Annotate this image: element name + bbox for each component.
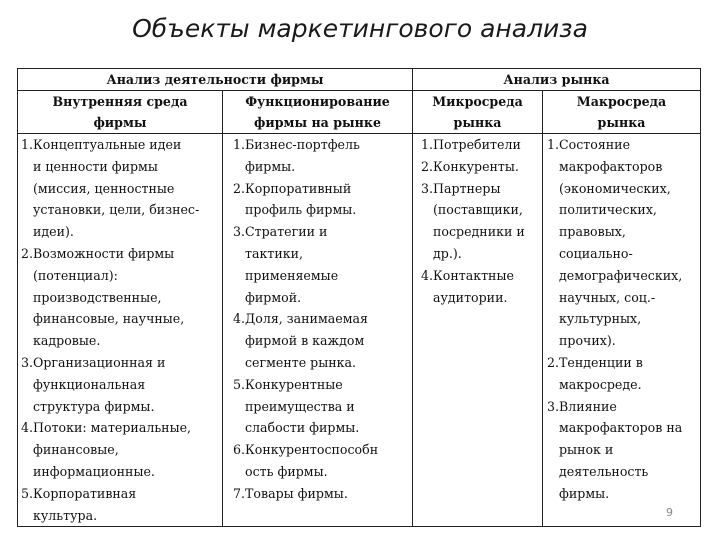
list-item: 2.Конкуренты.	[421, 158, 519, 174]
list-item: 1.Потребители	[421, 137, 521, 152]
list-item: информационные.	[33, 463, 155, 479]
list-item: преимущества и	[245, 398, 355, 414]
list-item: 2.Корпоративный	[233, 180, 352, 196]
list-item: правовых,	[559, 224, 626, 240]
list-item: 3.Влияние	[547, 398, 617, 414]
list-item: демографических,	[559, 267, 683, 283]
cell-internal-environment	[18, 134, 223, 527]
list-item: фирмой в каждом	[245, 333, 365, 349]
column-header-micro	[413, 91, 543, 134]
list-item: прочих).	[559, 333, 616, 349]
list-item: культура.	[33, 507, 98, 523]
column-header-macro-line2: рынка	[597, 115, 646, 130]
list-item: 5.Корпоративная	[21, 485, 137, 501]
list-item: макросреде.	[559, 376, 642, 392]
list-item: (поставщики,	[433, 202, 523, 218]
list-item: кадровые.	[33, 333, 101, 349]
list-item: применяемые	[245, 267, 339, 283]
list-item: рынок и	[559, 442, 614, 458]
column-header-internal-line1: Внутренняя среда	[52, 94, 188, 109]
cell-market-functioning	[223, 134, 413, 527]
list-item: 4.Контактные	[421, 267, 514, 283]
column-header-functioning-line2: фирмы на рынке	[254, 115, 381, 130]
group-header-market	[413, 69, 701, 91]
list-item: 1.Бизнес-портфель	[233, 137, 360, 152]
list-item: фирмы.	[245, 158, 296, 174]
list-item: 3.Организационная и	[21, 354, 166, 370]
list-item: посредники и	[433, 224, 525, 240]
group-header-market-label: Анализ рынка	[503, 72, 610, 87]
list-item: аудитории.	[433, 289, 508, 305]
list-item: тактики,	[245, 245, 303, 261]
list-item: функциональная	[33, 376, 146, 392]
column-header-micro-line2: рынка	[453, 115, 502, 130]
list-item: 6.Конкурентоспособн	[233, 442, 379, 458]
list-item: идеи).	[33, 224, 74, 240]
list-item: ость фирмы.	[245, 463, 328, 479]
list-item: макрофакторов на	[559, 420, 683, 436]
list-item: финансовые, научные,	[33, 311, 185, 327]
list-item: фирмой.	[245, 289, 302, 305]
column-header-micro-line1: Микросреда	[432, 94, 523, 109]
list-item: (миссия, ценностные	[33, 180, 175, 196]
list-item: фирмы.	[559, 485, 610, 501]
cell-market-macro	[543, 134, 701, 527]
column-header-functioning	[223, 91, 413, 134]
list-item: политических,	[559, 202, 657, 218]
column-header-macro	[543, 91, 701, 134]
list-item: 2.Возможности фирмы	[21, 245, 175, 261]
column-header-macro-line1: Макросреда	[576, 94, 667, 109]
list-item: финансовые,	[33, 442, 119, 458]
list-item: социально-	[559, 245, 633, 261]
list-item: 4.Потоки: материальные,	[21, 420, 192, 436]
list-item: культурных,	[559, 311, 642, 327]
list-item: производственные,	[33, 289, 162, 305]
list-item: сегменте рынка.	[245, 354, 357, 370]
slide-title: Объекты маркетингового анализа	[132, 14, 588, 43]
list-item: макрофакторов	[559, 158, 663, 174]
list-item: и ценности фирмы	[33, 158, 158, 174]
list-item: 3.Стратегии и	[233, 224, 328, 240]
list-item: др.).	[433, 245, 462, 261]
column-header-internal	[18, 91, 223, 134]
list-item: 1.Концептуальные идеи	[21, 137, 182, 152]
list-item: 3.Партнеры	[421, 180, 501, 196]
page-number: 9	[666, 506, 673, 519]
list-item: установки, цели, бизнес-	[33, 202, 200, 218]
list-item: научных, соц.-	[559, 289, 656, 305]
analysis-table	[17, 68, 701, 527]
list-item: 5.Конкурентные	[233, 376, 343, 392]
list-item: структура фирмы.	[33, 398, 155, 414]
list-item: деятельность	[559, 463, 649, 479]
list-item: (экономических,	[559, 180, 671, 196]
list-item: (потенциал):	[33, 267, 118, 283]
group-header-firm	[18, 69, 413, 91]
column-header-functioning-line1: Функционирование	[245, 94, 390, 109]
column-header-internal-line2: фирмы	[93, 115, 147, 130]
list-item: 2.Тенденции в	[547, 354, 643, 370]
list-item: слабости фирмы.	[245, 420, 360, 436]
group-header-firm-label: Анализ деятельности фирмы	[106, 72, 324, 87]
list-item: 1.Состояние	[547, 137, 631, 152]
list-item: профиль фирмы.	[245, 202, 357, 218]
list-item: 7.Товары фирмы.	[233, 485, 348, 501]
list-item: 4.Доля, занимаемая	[233, 311, 368, 327]
cell-market-micro	[413, 134, 543, 527]
